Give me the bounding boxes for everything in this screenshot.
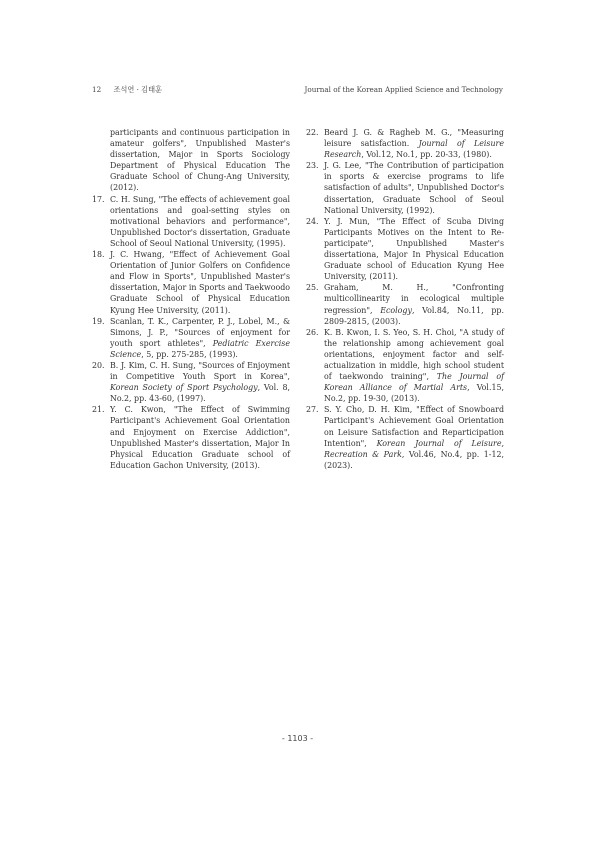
reference-source-title: Korean Society of Sport Psychology	[110, 383, 258, 393]
reference-source-title: Ecology	[380, 305, 412, 315]
reference-segment: J. C. Hwang, "Effect of Achievement Goal Orientation of Junior Golfers on Confidence and Flow in Sports", Unpublished Master's dissertation, Major in Sports and Taekwoodo Graduate School of Physical Education Kyung Hee University, (2011).	[110, 250, 290, 315]
references-right-column	[306, 127, 504, 471]
reference-text	[110, 249, 290, 316]
header-authors: 조석연 · 김태훈	[113, 85, 162, 94]
reference-number: 19.	[92, 316, 105, 326]
reference-source-title: Journal of Leisure Research	[324, 139, 504, 160]
reference-segment: B. J. Kim, C. H. Sung, "Sources of Enjoyment in Competitive Youth Sport in Korea",	[110, 360, 290, 382]
reference-number: 18.	[92, 250, 105, 260]
running-header	[92, 85, 503, 95]
reference-text	[324, 404, 504, 471]
reference-number: 17.	[92, 194, 105, 204]
reference-item	[306, 327, 504, 405]
reference-text	[324, 216, 504, 283]
reference-number: 23.	[306, 161, 319, 171]
reference-item	[306, 127, 504, 160]
reference-segment: , Vol.15, No.2, pp. 19-30, (2013).	[324, 383, 504, 404]
reference-segment: Beard J. G. & Ragheb M. G., "Measuring leisure satisfaction.	[324, 128, 504, 149]
reference-segment: Y. C. Kwon, "The Effect of Swimming Participant's Achievement Goal Orientation and Enjoyment on Exercise Addiction", Unpublished Master's dissertation, Major In Physical Education Graduate school of Education Gachon University, (2013).	[110, 405, 290, 470]
reference-text	[324, 327, 504, 405]
reference-segment: K. B. Kwon, I. S. Yeo, S. H. Choi, "A study of the relationship among achievement goal orientations, enjoyment factor and self-actualization in middle, high school student of taekwondo training",	[324, 327, 504, 382]
reference-item	[306, 282, 504, 326]
reference-source-title: The Journal of Korean Alliance of Martial Arts	[324, 372, 504, 393]
reference-number: 26.	[306, 327, 319, 337]
reference-segment: S. Y. Cho, D. H. Kim, "Effect of Snowboard Participant's Achievement Goal Orientation on Leisure Satisfaction and Reparticipation Intention",	[324, 405, 504, 448]
reference-item	[92, 249, 290, 316]
reference-segment: Scanlan, T. K., Carpenter, P. J., Lobel, M., & Simons, J. P., "Sources of enjoyment for youth sport athletes",	[110, 316, 290, 348]
reference-item	[92, 194, 290, 249]
reference-text	[110, 404, 290, 471]
reference-source-title: Korean Journal of Leisure, Recreation & Park	[324, 438, 504, 459]
reference-segment: , Vol.84, No.11, pp. 2809-2815, (2003).	[324, 305, 504, 326]
reference-item	[92, 316, 290, 360]
reference-segment: , Vol. 8, No.2, pp. 43-60, (1997).	[110, 383, 290, 404]
reference-number: 24.	[306, 216, 319, 226]
reference-text	[110, 316, 290, 360]
reference-segment: Graham, M. H., "Confronting multicollinearity in ecological multiple regression",	[324, 283, 504, 315]
page-footer: - 1103 -	[281, 734, 314, 743]
reference-segment: Y. J. Mun, "The Effect of Scuba Diving Participants Motives on the Intent to Re-participate", Unpublished Master's dissertationa, Major In Physical Education Graduate school of Education Kyung Hee University, (2011).	[324, 216, 504, 282]
reference-number: 21.	[92, 405, 105, 415]
header-left	[92, 85, 172, 95]
reference-source-title: Pediatric Exercise Science	[110, 338, 290, 359]
reference-segment: , Vol.46, No.4, pp. 1-12, (2023).	[324, 449, 504, 470]
reference-text	[110, 194, 290, 249]
header-page-number: 12	[92, 85, 102, 94]
reference-text	[324, 127, 504, 160]
reference-segment: , Vol.12, No.1, pp. 20-33, (1980).	[361, 150, 492, 160]
header-journal-title: Journal of the Korean Applied Science and Technology	[304, 85, 503, 94]
reference-number: 20.	[92, 360, 105, 370]
reference-item	[92, 360, 290, 404]
reference-item	[306, 216, 504, 283]
reference-item	[306, 404, 504, 471]
reference-number: 27.	[306, 405, 319, 415]
reference-segment: , 5, pp. 275-285, (1993).	[141, 349, 238, 359]
reference-text	[110, 360, 290, 404]
reference-item	[92, 404, 290, 471]
reference-continuation: participants and continuous participation in amateur golfers", Unpublished Master's dissertation, Major in Sports Sociology Department of Physical Education The Graduate School of Chung-Ang University, (2012).	[110, 128, 290, 193]
reference-segment: J. G. Lee, "The Contribution of participation in sports & exercise programs to life satisfaction of adults", Unpublished Doctor's dissertation, Graduate School of Seoul National University, (1992).	[324, 161, 504, 215]
reference-item	[306, 160, 504, 215]
reference-text	[324, 282, 504, 326]
references-left-column	[92, 127, 290, 471]
reference-segment: C. H. Sung, "The effects of achievement goal orientations and goal-setting styles on motivational behaviors and performance", Unpublished Doctor's dissertation, Graduate School of Seoul National University, (1995).	[110, 194, 290, 248]
reference-number: 22.	[306, 128, 319, 137]
reference-number: 25.	[306, 283, 319, 293]
reference-text	[324, 160, 504, 215]
